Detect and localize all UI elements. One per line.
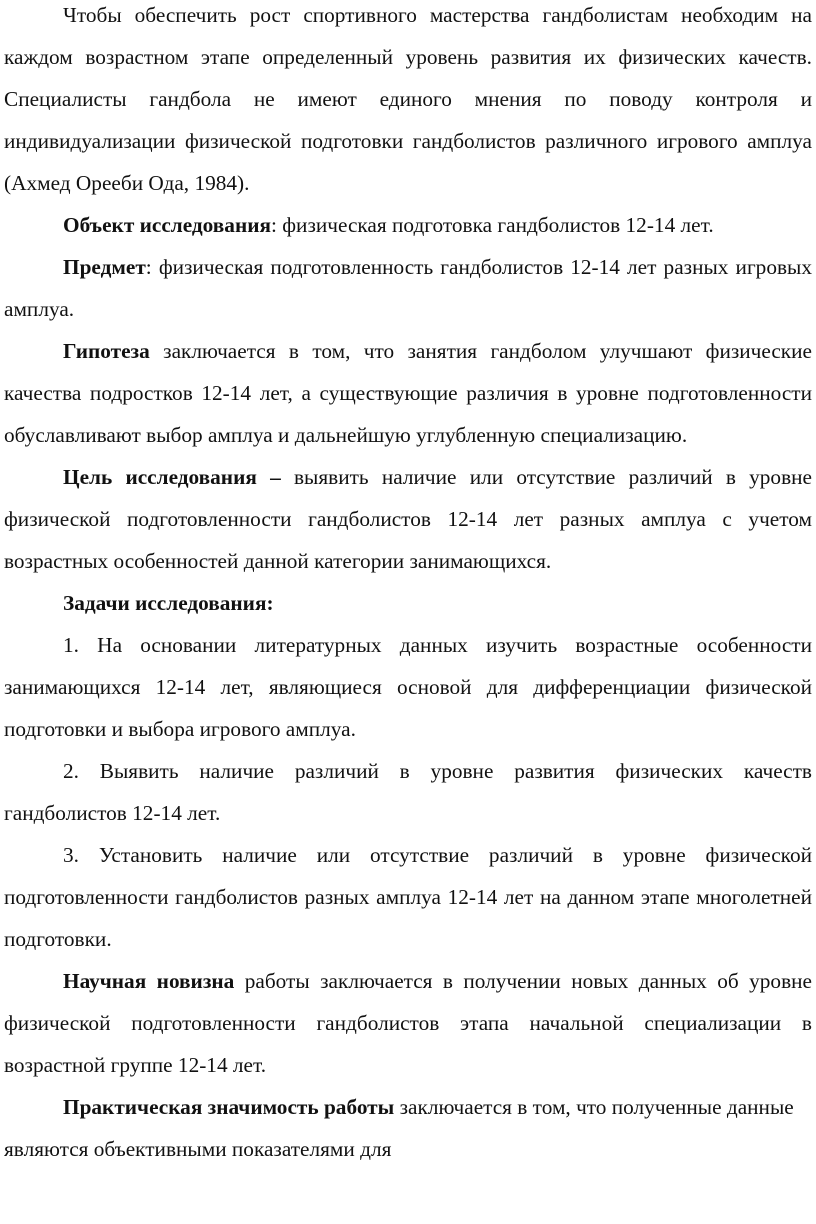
paragraph-bold-lead: Предмет [63,255,146,279]
tasks-heading [4,582,812,624]
hypothesis-paragraph [4,330,812,456]
paragraph-bold-lead: Объект исследования [63,213,272,237]
paragraph-text: заключается в том, что занятия гандболом улучшают физические качества подростков 12-14 лет, а существующие различия в уровне подготовленности обуславливают выбор амплуа и дальнейшую углубленную специализацию. [4,339,812,447]
object-paragraph [4,204,812,246]
paragraph-bold-lead: Практическая значимость работы [63,1095,395,1119]
task-item-1 [4,624,812,750]
paragraph-text: заключается в том, что полученные данные являются объективными показателями для [4,1095,794,1161]
paragraph-bold-lead: Гипотеза [63,339,150,363]
intro-paragraph [4,0,812,204]
subject-paragraph [4,246,812,330]
significance-paragraph [4,1086,812,1170]
paragraph-text: выявить наличие или отсутствие различий в уровне физической подготовленности гандболистов 12-14 лет разных амплуа с учетом возрастных особенностей данной категории занимающихся. [4,465,812,573]
paragraph-text: 2. Выявить наличие различий в уровне развития физических качеств гандболистов 12-14 лет. [4,759,812,825]
paragraph-text: Чтобы обеспечить рост спортивного мастерства гандболистам необходим на каждом возрастном этапе определенный уровень развития их физических качеств. Специалисты гандбола не имеют единого мнения по поводу контроля и индивидуализации физической подготовки гандболистов различного игрового амплуа (Ахмед Орееби Ода, 1984). [4,3,812,195]
paragraph-bold-lead: Цель исследования – [63,465,281,489]
paragraph-bold-lead: Задачи исследования: [63,591,274,615]
paragraph-text: работы заключается в получении новых данных об уровне физической подготовленности гандболистов этапа начальной специализации в возрастной группе 12-14 лет. [4,969,812,1077]
task-item-2 [4,750,812,834]
novelty-paragraph [4,960,812,1086]
paragraph-text: 3. Установить наличие или отсутствие различий в уровне физической подготовленности гандболистов разных амплуа 12-14 лет на данном этапе многолетней подготовки. [4,843,812,951]
paragraph-bold-lead: Научная новизна [63,969,235,993]
paragraph-text: : физическая подготовленность гандболистов 12-14 лет разных игровых амплуа. [4,255,812,321]
task-item-3 [4,834,812,960]
paragraph-text: 1. На основании литературных данных изучить возрастные особенности занимающихся 12-14 лет, являющиеся основой для дифференциации физической подготовки и выбора игрового амплуа. [4,633,812,741]
paragraph-text: : физическая подготовка гандболистов 12-14 лет. [271,213,714,237]
goal-paragraph [4,456,812,582]
